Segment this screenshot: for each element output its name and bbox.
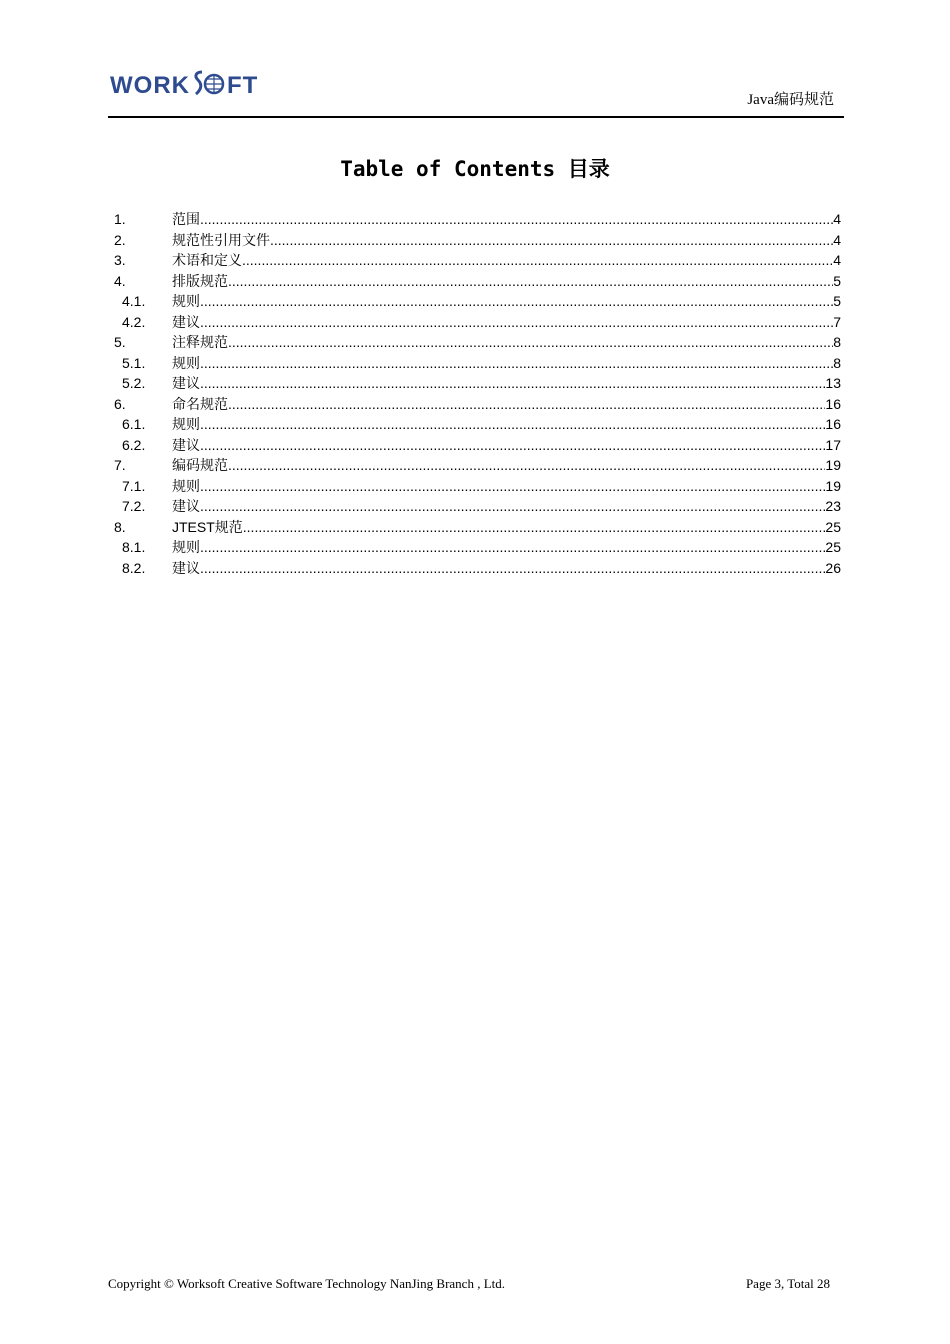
toc-leader-dots bbox=[200, 539, 825, 555]
toc-entry-page: 7 bbox=[833, 313, 841, 330]
toc-entry[interactable] bbox=[114, 353, 841, 374]
toc-entry[interactable] bbox=[114, 250, 841, 271]
toc-entry-number: 7. bbox=[114, 457, 126, 473]
svg-text:FT: FT bbox=[227, 72, 259, 99]
toc-entry-page: 25 bbox=[825, 518, 841, 535]
toc-entry-number: 7.1. bbox=[122, 477, 146, 494]
toc-entry[interactable] bbox=[114, 312, 841, 333]
toc-leader-dots bbox=[228, 396, 825, 412]
toc-entry-page: 25 bbox=[825, 539, 841, 555]
toc-entry-page: 17 bbox=[825, 436, 841, 453]
toc-entry-number: 6. bbox=[114, 395, 126, 412]
toc-entry[interactable] bbox=[114, 332, 841, 353]
toc-entry[interactable] bbox=[114, 230, 841, 251]
toc-entry-title: 注释规范 bbox=[172, 336, 228, 351]
toc-entry-title: 规范性引用文件 bbox=[172, 233, 270, 249]
toc-entry-number: 6.2. bbox=[122, 436, 146, 453]
toc-leader-dots bbox=[200, 314, 833, 330]
toc-leader-dots bbox=[200, 355, 833, 371]
toc-entry-title: 建议 bbox=[172, 561, 200, 577]
toc-leader-dots bbox=[228, 273, 833, 289]
toc-entry-title: 范围 bbox=[172, 213, 200, 228]
copyright-text: Copyright © Worksoft Creative Software Technology NanJing Branch , Ltd. bbox=[108, 1276, 506, 1291]
toc-entry-number: 8.2. bbox=[122, 559, 146, 576]
toc-entry-title: 建议 bbox=[172, 500, 200, 515]
toc-entry-page: 8 bbox=[833, 354, 841, 371]
toc-entry-page: 4 bbox=[833, 252, 841, 268]
toc-entry-page: 5 bbox=[833, 272, 841, 289]
toc-entry-page: 16 bbox=[825, 416, 841, 432]
toc-entry[interactable] bbox=[114, 455, 841, 476]
toc-entry-page: 4 bbox=[833, 231, 841, 248]
toc-entry[interactable] bbox=[114, 496, 841, 517]
toc-entry[interactable] bbox=[114, 209, 841, 230]
document-title: Java编码规范 bbox=[747, 92, 834, 108]
toc-leader-dots bbox=[200, 437, 825, 453]
toc-entry-title: 规则 bbox=[172, 479, 200, 495]
toc-entry[interactable] bbox=[114, 414, 841, 435]
toc-entry-page: 19 bbox=[825, 477, 841, 494]
toc-entry-page: 4 bbox=[833, 211, 841, 227]
toc-entry-page: 13 bbox=[825, 375, 841, 391]
toc-entry-number: 5.1. bbox=[122, 354, 146, 371]
toc-entry-number: 3. bbox=[114, 252, 126, 268]
toc-entry-page: 23 bbox=[825, 498, 841, 514]
worksoft-logo bbox=[110, 66, 292, 102]
page-header bbox=[108, 62, 844, 118]
toc-leader-dots bbox=[200, 498, 825, 514]
toc-entry[interactable] bbox=[114, 435, 841, 456]
toc-leader-dots bbox=[200, 211, 833, 227]
toc-leader-dots bbox=[228, 334, 833, 350]
toc-entry-number: 6.1. bbox=[122, 416, 146, 432]
toc-entry-title: 排版规范 bbox=[172, 274, 228, 290]
page-number: Page 3, Total 28 bbox=[745, 1276, 830, 1291]
toc-entry[interactable] bbox=[114, 373, 841, 394]
toc-entry-title: 规则 bbox=[172, 356, 200, 372]
toc-entry-title: JTEST规范 bbox=[172, 518, 243, 535]
toc-entry-number: 2. bbox=[114, 231, 126, 248]
toc-leader-dots bbox=[242, 252, 833, 268]
toc-entry-title: 术语和定义 bbox=[172, 254, 242, 269]
toc-leader-dots bbox=[243, 519, 826, 535]
toc-leader-dots bbox=[200, 416, 825, 432]
toc-title: Table of Contents 目录 bbox=[340, 157, 610, 181]
toc-entry-title: 建议 bbox=[172, 377, 200, 392]
toc-entry-title: 规则 bbox=[172, 418, 200, 433]
toc-entry[interactable] bbox=[114, 517, 841, 538]
toc-entry-page: 26 bbox=[825, 559, 841, 576]
toc-leader-dots bbox=[200, 560, 825, 576]
toc-entry-number: 4.1. bbox=[122, 293, 146, 309]
table-of-contents bbox=[114, 209, 841, 578]
toc-entry-page: 5 bbox=[833, 293, 841, 309]
toc-leader-dots bbox=[200, 375, 825, 391]
toc-entry[interactable] bbox=[114, 394, 841, 415]
toc-entry[interactable] bbox=[114, 537, 841, 558]
toc-entry-title: 编码规范 bbox=[172, 459, 228, 474]
toc-entry-number: 8. bbox=[114, 518, 126, 535]
toc-entry-number: 4.2. bbox=[122, 313, 146, 330]
toc-leader-dots bbox=[228, 457, 825, 473]
toc-entry-title: 规则 bbox=[172, 541, 200, 556]
toc-entry-number: 4. bbox=[114, 272, 126, 289]
toc-entry[interactable] bbox=[114, 476, 841, 497]
toc-entry-title: 命名规范 bbox=[172, 397, 228, 413]
toc-leader-dots bbox=[200, 478, 825, 494]
toc-entry-number: 8.1. bbox=[122, 539, 146, 555]
toc-entry-number: 7.2. bbox=[122, 498, 146, 514]
toc-entry-number: 1. bbox=[114, 211, 126, 227]
toc-leader-dots bbox=[200, 293, 833, 309]
toc-entry-page: 8 bbox=[833, 334, 841, 350]
toc-entry[interactable] bbox=[114, 291, 841, 312]
toc-entry-page: 19 bbox=[825, 457, 841, 473]
toc-entry-title: 建议 bbox=[172, 438, 200, 454]
toc-entry-number: 5.2. bbox=[122, 375, 146, 391]
svg-text:WORK: WORK bbox=[110, 72, 190, 99]
toc-leader-dots bbox=[270, 232, 833, 248]
toc-entry-title: 建议 bbox=[172, 315, 200, 331]
toc-entry-page: 16 bbox=[825, 395, 841, 412]
toc-entry-number: 5. bbox=[114, 334, 126, 350]
toc-entry-title: 规则 bbox=[172, 295, 200, 310]
toc-entry[interactable] bbox=[114, 271, 841, 292]
toc-entry[interactable] bbox=[114, 558, 841, 579]
